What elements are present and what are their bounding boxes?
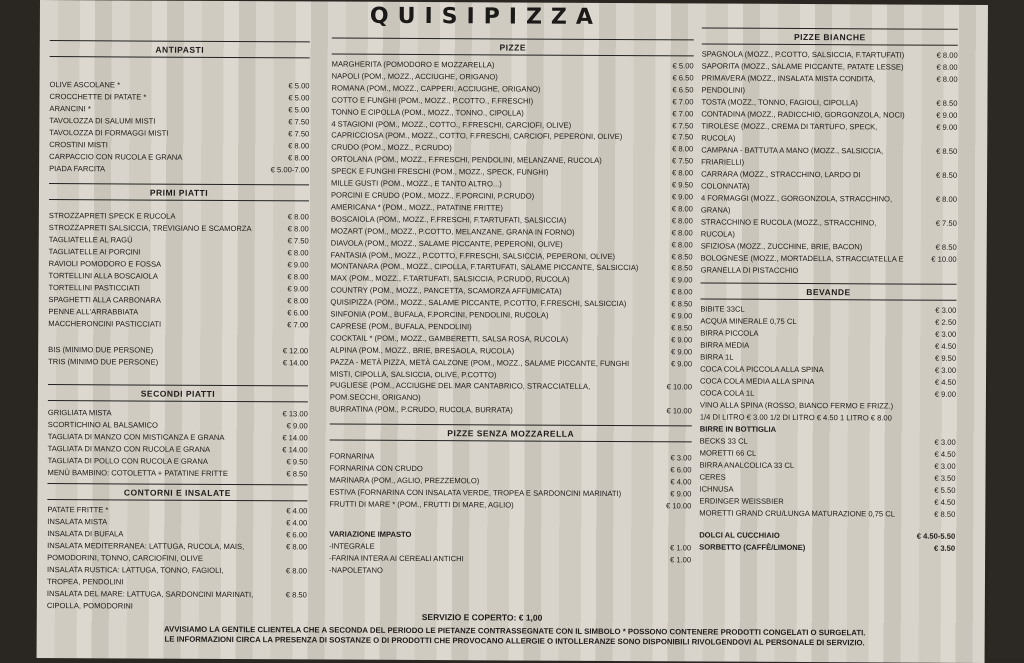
menu-item-name: TOSTA (MOZZ., TONNO, FAGIOLI, CIPOLLA) (701, 96, 911, 109)
menu-item-name: STROZZAPRETI SPECK E RUCOLA (49, 210, 263, 223)
menu-item-name: COCA COLA MEDIA ALLA SPINA (700, 375, 910, 388)
menu-item (47, 588, 307, 613)
menu-item-name: TAGLIATELLE AI PORCINI (49, 246, 263, 259)
menu-item-price: € 8.50 (647, 263, 693, 275)
menu-item-name: STROZZAPRETI SALSICCIA, TREVIGIANO E SCAMORZA (49, 222, 263, 235)
menu-item-name: MACCHERONCINI PASTICCIATI (48, 318, 262, 331)
menu-item-name: BOSCAIOLA (POM., MOZZ., F.FRESCHI, F.TARTUFATI, SALSICCIA) (331, 213, 647, 227)
menu-item-price: € 5.50 (909, 485, 955, 497)
menu-item-price: € 7.50 (263, 128, 309, 140)
menu-item-name: FANTASIA (POM., MOZZ., P.COTTO, F.FRESCHI, SALSICCIA, PEPERONI, OLIVE) (331, 249, 647, 263)
primi-list (48, 210, 309, 331)
menu-item-name: RAVIOLI POMODORO E FOSSA (49, 258, 263, 271)
menu-item-name: SFIZIOSA (MOZZ., ZUCCHINE, BRIE, BACON) (701, 240, 911, 253)
menu-item (699, 507, 955, 520)
menu-item (48, 318, 308, 331)
menu-item (701, 120, 957, 145)
primi-heading: PRIMI PIATTI (49, 183, 309, 201)
menu-item-name: BURRATINA (POM., P.CRUDO, RUCOLA, BURRATA) (330, 404, 646, 418)
menu-item (330, 380, 692, 406)
menu-item-price: € 2.50 (910, 317, 956, 329)
menu-item-price: € 8.50 (911, 98, 957, 110)
menu-item-name: TRIS (MINIMO DUE PERSONE) (48, 356, 262, 369)
menu-item-name: STRACCHINO E RUCOLA (MOZZ., STRACCHINO, RUCOLA) (701, 216, 911, 241)
menu-item-name: AMERICANA * (POM., MOZZ., PATATINE FRITTE) (331, 201, 647, 215)
menu-item-price: € 3.00 (910, 365, 956, 377)
menu-item-name: PIADA FARCITA (49, 163, 263, 176)
menu-item-price: € 4.50 (910, 449, 956, 461)
menu-item-price: € 9.00 (646, 358, 692, 370)
menu-item-price: € 10.00 (646, 405, 692, 417)
menu-item-price: € 4.50-5.50 (909, 531, 955, 543)
menu-item-name: PAZZA - METÀ PIZZA, METÀ CALZONE (POM., MOZZ., SALAME PICCANTE, FUNGHI MISTI, CIPOLLA, SALSICCIA, OLIVE, P.COTTO) (330, 356, 646, 381)
menu-item-price: € 8.00 (911, 194, 957, 206)
pizze-list (330, 59, 694, 418)
menu-item-price: € 5.00 (263, 92, 309, 104)
menu-item-name: INSALATA DEL MARE: LATTUGA, SARDONCINI MARINATI, CIPOLLA, POMODORINI (47, 588, 261, 613)
menu-item-name: ERDINGER WEISSBIER (699, 495, 909, 508)
secondi-list (47, 407, 307, 480)
menu-item-name: COUNTRY (POM., MOZZ., PANCETTA, SCAMORZA AFFUMICATA) (330, 285, 646, 299)
menu-item-name: MARGHERITA (POMODORO E MOZZARELLA) (332, 59, 648, 73)
menu-item-name: TAVOLOZZA DI SALUMI MISTI (49, 115, 263, 128)
menu-item-name: SPAGNOLA (MOZZ., P.COTTO, SALSICCIA, F.TARTUFATI) (702, 48, 912, 61)
menu-item-price: € 8.50 (911, 242, 957, 254)
menu-item-name: MONTANARA (POM., MOZZ., CIPOLLA, F.TARTUFATI, SALAME PICCANTE, SALSICCIA) (331, 261, 647, 275)
menu-item-price: € 5.00 (264, 80, 310, 92)
menu-item-price: € 7.00 (262, 319, 308, 331)
menu-item-price: € 7.00 (647, 108, 693, 120)
menu-item-name: ORTOLANA (POM., MOZZ., F.FRESCHI, PENDOLINI, MELANZANE, RUCOLA) (331, 154, 647, 168)
menu-item-price: € 8.00 (261, 565, 307, 577)
menu-item-name: FRUTTI DI MARE * (POM., FRUTTI DI MARE, AGLIO) (329, 499, 645, 513)
menu-item-price: € 4.00 (261, 517, 307, 529)
menu-item-price: € 9.00 (262, 283, 308, 295)
menu-item-price: € 8.50 (646, 298, 692, 310)
menu-item-price: € 3.00 (910, 329, 956, 341)
antipasti-heading: ANTIPASTI (50, 40, 310, 58)
menu-item-price: € 3.50 (909, 473, 955, 485)
menu-item-price: € 3.50 (909, 543, 955, 555)
menu-item-price: € 9.00 (910, 389, 956, 401)
menu-item-name: CAPRESE (POM., BUFALA, PENDOLINI) (330, 320, 646, 334)
menu-item-price: € 7.50 (263, 116, 309, 128)
allergen-notice (75, 624, 955, 649)
menu-item-name: CAMPANA - BATTUTA A MANO (MOZZ., SALSICCIA, FRIARIELLI) (701, 144, 911, 169)
menu-item-name: PENNE ALL'ARRABBIATA (48, 306, 262, 319)
menu-item-price: € 10.00 (646, 382, 692, 394)
menu-item-name: TORTELLINI PASTICCIATI (48, 282, 262, 295)
menu-item-price: € 4.00 (645, 476, 691, 488)
menu-item-price: € 8.50 (647, 251, 693, 263)
menu-item-price: € 8.50 (261, 589, 307, 601)
menu-item-name: BIBITE 33CL (700, 303, 910, 316)
menu-item-price: € 4.50 (910, 377, 956, 389)
notice-line-2: LE INFORMAZIONI CIRCA LA PRESENZA DI SOSTANZE O DI PRODOTTI CHE PROVOCANO ALLERGIE O INTOLLERANZE SONO DISPONIBILI RIVOLGENDOVI AL PERSONALE DI SERVIZIO. (75, 634, 955, 649)
menu-item-price: € 14.00 (262, 444, 308, 456)
menu-item-name: BIRRA 1L (700, 351, 910, 364)
menu-item-name: TAVOLOZZA DI FORMAGGI MISTI (49, 127, 263, 140)
bevande-heading: BEVANDE (700, 282, 956, 300)
menu-item-name: CAPRICCIOSA (POM., MOZZ., COTTO, F.FRESCHI, CARCIOFI, PEPERONI, OLIVE) (331, 130, 647, 144)
menu-item-name: ALPINA (POM., MOZZ., BRIE, BRESAOLA, RUCOLA) (330, 344, 646, 358)
menu-item-name: SINFONIA (POM., BUFALA, F.PORCINI, PENDOLINI, RUCOLA) (330, 309, 646, 323)
menu-item-price: € 3.00 (910, 437, 956, 449)
bottiglia-heading: BIRRE IN BOTTIGLIA (700, 423, 956, 436)
menu-item-price: € 9.00 (911, 110, 957, 122)
menu-item-price: € 9.00 (263, 259, 309, 271)
menu-item-price: € 8.00 (261, 541, 307, 553)
dolci-list (699, 529, 955, 554)
bottiglia-list (699, 435, 955, 520)
menu-item-name: TIROLESE (MOZZ., CREMA DI TARTUFO, SPECK, RUCOLA) (701, 120, 911, 145)
menu-item-price: € 8.00 (263, 223, 309, 235)
menu-item-name: PATATE FRITTE * (47, 504, 261, 517)
menu-item-name: SPAGHETTI ALLA CARBONARA (48, 294, 262, 307)
antipasti-list (49, 79, 309, 176)
menu-item-name: CRUDO (POM., MOZZ., P.CRUDO) (331, 142, 647, 156)
menu-item-name: -INTEGRALE (329, 541, 645, 555)
menu-item-price: € 8.00 (647, 167, 693, 179)
menu-item (47, 540, 307, 565)
menu-item-price: € 8.50 (911, 146, 957, 158)
menu-item-name: 1/4 DI LITRO € 3.00 1/2 DI LITRO € 4.50 1 LITRO € 8.00 (700, 411, 910, 424)
menu-item-name: BIRRA ANALCOLICA 33 CL (700, 459, 910, 472)
menu-item-price: € 8.00 (647, 227, 693, 239)
menu-item-price: € 8.00 (263, 247, 309, 259)
menu-item (329, 565, 691, 579)
menu-item-price: € 8.00 (646, 286, 692, 298)
menu-item-price: € 8.50 (911, 170, 957, 182)
menu-item-price: € 6.00 (261, 529, 307, 541)
senza-list (329, 451, 691, 513)
menu-item-name: COCKTAIL * (POM., MOZZ., GAMBERETTI, SALSA ROSA, RUCOLA) (330, 332, 646, 346)
table-edge (988, 0, 1024, 658)
menu-item-price: € 7.50 (647, 120, 693, 132)
bevande-list (700, 303, 957, 424)
menu-item-price: € 8.50 (646, 322, 692, 334)
menu-item-name: 4 STAGIONI (POM., MOZZ., COTTO., F.FRESCHI, CARCIOFI, OLIVE) (331, 118, 647, 132)
menu-item-price: € 8.00 (912, 74, 958, 86)
menu-item-name: BIRRA PICCOLA (700, 327, 910, 340)
menu-sheet (37, 0, 988, 663)
menu-item-name: PORCINI E CRUDO (POM., MOZZ., F.PORCINI, P.CRUDO) (331, 189, 647, 203)
pizze-heading: PIZZE (332, 38, 694, 57)
menu-item-price: € 4.50 (910, 341, 956, 353)
menu-item-price: € 5.00-7.00 (263, 164, 309, 176)
menu-item-name: MARINARA (POM., AGLIO, PREZZEMOLO) (329, 475, 645, 489)
menu-item-price: € 9.00 (645, 488, 691, 500)
menu-item-name: INSALATA MEDITERRANEA: LATTUGA, RUCOLA, MAIS, POMODORINI, TONNO, CARCIOFINI, OLIVE (47, 540, 261, 565)
menu-item-name: ROMANA (POM., MOZZ., CAPPERI, ACCIUGHE, ORIGANO) (332, 82, 648, 96)
primi-extras-list (48, 344, 308, 369)
menu-item (330, 356, 692, 382)
menu-item-price: € 1.00 (645, 554, 691, 566)
menu-item-name: BIRRA MEDIA (700, 339, 910, 352)
menu-item (701, 192, 957, 217)
menu-item-price: € 10.00 (645, 500, 691, 512)
menu-item-price: € 8.00 (263, 140, 309, 152)
menu-item-name: -NAPOLETANO (329, 565, 645, 579)
notice-line-1: AVVISIAMO LA GENTILE CLIENTELA CHE A SECONDA DEL PERIODO LE PIETANZE CONTRASSEGNATE CON IL SIMBOLO * POSSONO CONTENERE PRODOTTI CONGELATI O SURGELATI. (75, 624, 955, 639)
menu-item-price: € 6.00 (646, 464, 692, 476)
menu-item-price: € 1.00 (645, 542, 691, 554)
menu-item (701, 168, 957, 193)
menu-item (701, 252, 957, 277)
menu-item (330, 404, 692, 418)
menu-item-price: € 9.00 (647, 191, 693, 203)
menu-item-price: € 9.00 (911, 122, 957, 134)
menu-item-price: € 4.50 (909, 497, 955, 509)
menu-item (699, 541, 955, 554)
menu-item-name: BIS (MINIMO DUE PERSONE) (48, 344, 262, 357)
menu-item-name: FORNARINA (330, 451, 646, 465)
left-column (47, 40, 310, 613)
menu-item-price: € 8.50 (909, 509, 955, 521)
menu-item-name: MORETTI 66 CL (700, 447, 910, 460)
variazione-heading: VARIAZIONE IMPASTO (329, 529, 691, 543)
menu-item-name: COCA COLA PICCOLA ALLA SPINA (700, 363, 910, 376)
menu-item-price: € 8.00 (263, 211, 309, 223)
menu-item-price: € 9.00 (646, 310, 692, 322)
menu-item-price: € 9.00 (262, 420, 308, 432)
menu-item-name: NAPOLI (POM., MOZZ., ACCIUGHE, ORIGANO) (332, 70, 648, 84)
menu-item-price: € 8.00 (262, 295, 308, 307)
menu-item-name: DOLCI AL CUCCHIAIO (699, 529, 909, 542)
menu-item-price: € 8.00 (263, 152, 309, 164)
menu-item-price: € 8.00 (647, 215, 693, 227)
middle-column (329, 38, 694, 579)
menu-item (49, 163, 309, 176)
menu-item-price: € 10.00 (911, 254, 957, 266)
menu-item-price: € 7.50 (263, 235, 309, 247)
menu-item-name: TAGLIATELLE AL RAGÙ (49, 234, 263, 247)
menu-item-name: PRIMAVERA (MOZZ., INSALATA MISTA CONDITA, PENDOLINI) (702, 72, 912, 97)
menu-item-price: € 7.00 (647, 96, 693, 108)
menu-item-price: € 5.00 (648, 60, 694, 72)
menu-item-name: COCA COLA 1L (700, 387, 910, 400)
menu-item-name: OLIVE ASCOLANE * (50, 79, 264, 92)
menu-item-price: € 14.00 (262, 357, 308, 369)
menu-item-name: INSALATA MISTA (47, 516, 261, 529)
menu-item-name: INSALATA RUSTICA: LATTUGA, TONNO, FAGIOLI, TROPEA, PENDOLINI (47, 564, 261, 589)
menu-item-name: ESTIVA (FORNARINA CON INSALATA VERDE, TROPEA E SARDONCINI MARINATI) (329, 487, 645, 501)
menu-item-price: € 9.00 (646, 334, 692, 346)
menu-item-price: € 5.00 (263, 104, 309, 116)
menu-item-name: BECKS 33 CL (700, 435, 910, 448)
menu-item-price: € 8.00 (647, 239, 693, 251)
menu-item-name: CROSTINI MISTI (49, 139, 263, 152)
menu-item-price: € 9.00 (647, 274, 693, 286)
menu-item-name: SORBETTO (CAFFÈ/LIMONE) (699, 541, 909, 554)
menu-item-name: VINO ALLA SPINA (ROSSO, BIANCO FERMO E FRIZZ.) (700, 399, 910, 412)
menu-item-name: TORTELLINI ALLA BOSCAIOLA (49, 270, 263, 283)
menu-item-price: € 6.50 (648, 72, 694, 84)
menu-item-price: € 6.50 (648, 84, 694, 96)
menu-item-price: € 4.00 (261, 505, 307, 517)
menu-item (329, 499, 691, 513)
menu-item-price: € 7.50 (647, 155, 693, 167)
menu-item-name: CARRARA (MOZZ., STRACCHINO, LARDO DI COLONNATA) (701, 168, 911, 193)
secondi-heading: SECONDI PIATTI (48, 384, 308, 402)
menu-item-name: 4 FORMAGGI (MOZZ., GORGONZOLA, STRACCHINO, GRANA) (701, 192, 911, 217)
menu-item (701, 216, 957, 241)
menu-item-name: -FARINA INTERA AI CEREALI ANTICHI (329, 553, 645, 567)
menu-item-name: DIAVOLA (POM., MOZZ., SALAME PICCANTE, PEPERONI, OLIVE) (331, 237, 647, 251)
menu-item-name: MILLE GUSTI (POM., MOZZ., E TANTO ALTRO...) (331, 178, 647, 192)
menu-item-price: € 8.00 (263, 271, 309, 283)
menu-item-price: € 13.00 (262, 408, 308, 420)
variazione-list (329, 541, 691, 579)
menu-item (701, 144, 957, 169)
bianche-heading: PIZZE BIANCHE (702, 27, 958, 45)
menu-item (47, 467, 307, 480)
menu-item-price: € 14.00 (262, 432, 308, 444)
menu-item-name: CROCCHETTE DI PATATE * (49, 91, 263, 104)
menu-item-price: € 9.50 (910, 353, 956, 365)
menu-item-price: € 9.00 (646, 346, 692, 358)
menu-item-price: € 8.00 (647, 203, 693, 215)
bianche-list (701, 48, 958, 277)
menu-item-name: MAX (POM., MOZZ., F.TARTUFATI, SALSICCIA, P.CRUDO, RUCOLA) (331, 273, 647, 287)
menu-item-name: GRIGLIATA MISTA (48, 407, 262, 420)
menu-item (48, 356, 308, 369)
contorni-list (47, 504, 308, 613)
menu-item-name: QUISIPIZZA (POM., MOZZ., SALAME PICCANTE, P.COTTO, F.FRESCHI, SALSICCIA) (330, 297, 646, 311)
menu-item-name: ICHNUSA (699, 483, 909, 496)
right-column (699, 27, 958, 554)
menu-item-name: ACQUA MINERALE 0,75 CL (700, 315, 910, 328)
menu-item-price: € 3.00 (910, 305, 956, 317)
menu-item-name: SCORTICHINO AL BALSAMICO (48, 419, 262, 432)
menu-item-name: INSALATA DI BUFALA (47, 528, 261, 541)
menu-item-name: SAPORITA (MOZZ., SALAME PICCANTE, PATATE LESSE) (702, 60, 912, 73)
menu-item-price: € 8.00 (912, 62, 958, 74)
menu-item-price: € 9.50 (647, 179, 693, 191)
menu-item-name: FORNARINA CON CRUDO (330, 463, 646, 477)
menu-item-price: € 3.00 (910, 461, 956, 473)
menu-item-name: CERES (699, 471, 909, 484)
menu-item-name: ARANCINI * (49, 103, 263, 116)
menu-item-price: € 9.50 (262, 456, 308, 468)
menu-item-name: PUGLIESE (POM., ACCIUGHE DEL MAR CANTABRICO, STRACCIATELLA, POM.SECCHI, ORIGANO) (330, 380, 646, 405)
menu-item-price: € 12.00 (262, 345, 308, 357)
menu-item-price: € 7.50 (911, 218, 957, 230)
menu-item-name: SPECK E FUNGHI FRESCHI (POM., MOZZ., SPECK, FUNGHI) (331, 166, 647, 180)
menu-item-name: MENÙ BAMBINO: COTOLETTA + PATATINE FRITTE (47, 467, 261, 480)
menu-item-name: TAGLIATA DI MANZO CON MISTICANZA E GRANA (48, 431, 262, 444)
menu-item-name: MORETTI GRAND CRU/LUNGA MATURAZIONE 0,75 CL (699, 507, 909, 520)
menu-item-price: € 6.00 (262, 307, 308, 319)
menu-item (47, 564, 307, 589)
menu-item-price: € 8.50 (261, 468, 307, 480)
menu-item-name: TAGLIATA DI POLLO CON RUCOLA E GRANA (48, 455, 262, 468)
menu-item-name: COTTO E FUNGHI (POM., MOZZ., P.COTTO., F.FRESCHI) (331, 94, 647, 108)
menu-item-price: € 8.00 (912, 50, 958, 62)
menu-item-name: TONNO E CIPOLLA (POM., MOZZ., TONNO., CIPOLLA) (331, 106, 647, 120)
senza-heading: PIZZE SENZA MOZZARELLA (330, 424, 692, 443)
menu-item-price: € 8.00 (647, 144, 693, 156)
menu-item-price: € 3.00 (646, 452, 692, 464)
menu-item (702, 72, 958, 97)
menu-title: QUISIPIZZA (370, 4, 602, 30)
menu-item-name: CARPACCIO CON RUCOLA E GRANA (49, 151, 263, 164)
menu-item-name: TAGLIATA DI MANZO CON RUCOLA E GRANA (48, 443, 262, 456)
contorni-heading: CONTORNI E INSALATE (47, 483, 307, 501)
menu-item-name: CONTADINA (MOZZ., RADICCHIO, GORGONZOLA, NOCI) (701, 108, 911, 121)
menu-item-name: MOZART (POM., MOZZ., P.COTTO, MELANZANE, GRANA IN FORNO) (331, 225, 647, 239)
menu-item-name: BOLOGNESE (MOZZ., MORTADELLA, STRACCIATELLA E GRANELLA DI PISTACCHIO (701, 252, 911, 277)
menu-item-price: € 7.50 (647, 132, 693, 144)
servizio-coperto: SERVIZIO E COPERTO: € 1,00 (422, 612, 543, 623)
